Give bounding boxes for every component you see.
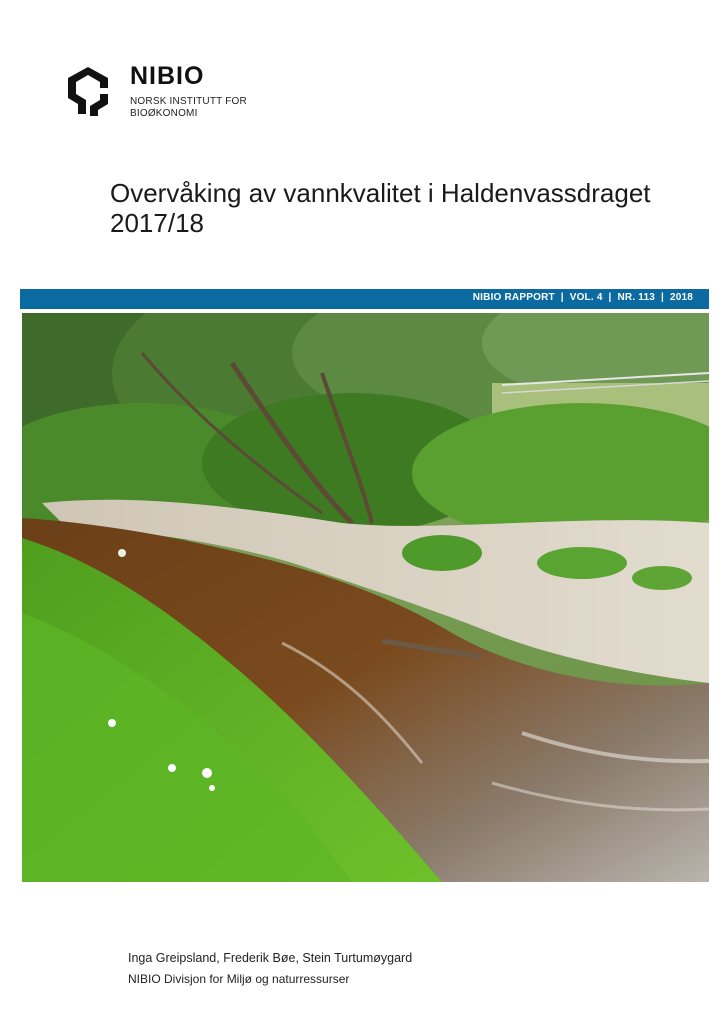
series-band	[20, 289, 709, 309]
logo-subtitle-line2: BIOØKONOMI	[130, 108, 198, 119]
series-band-text: NIBIO RAPPORT | VOL. 4 | NR. 113 | 2018	[472, 292, 693, 303]
logo-subtitle	[130, 96, 280, 120]
report-title-line2: 2017/18	[110, 208, 204, 238]
cover-photo	[22, 313, 709, 882]
report-title-line1: Overvåking av vannkvalitet i Haldenvassdraget	[110, 178, 651, 208]
logo-subtitle-line1: NORSK INSTITUTT FOR	[130, 96, 247, 107]
nibio-logo-icon	[64, 64, 112, 118]
report-title	[110, 178, 690, 238]
nibio-logo	[64, 62, 284, 122]
division: NIBIO Divisjon for Miljø og naturressurser	[128, 972, 350, 986]
logo-wordmark: NIBIO	[130, 62, 205, 90]
cover-photo-illustration	[22, 313, 709, 882]
authors: Inga Greipsland, Frederik Bøe, Stein Turtumøygard	[128, 951, 413, 965]
